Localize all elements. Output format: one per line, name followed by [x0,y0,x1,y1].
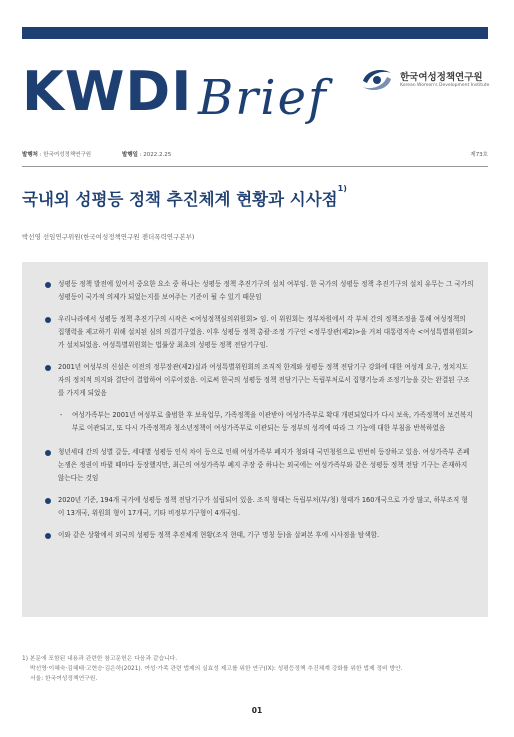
summary-item-text: 우리나라에서 성평등 정책 추진기구의 시작은 <여성정책심의위원회> 임. 이 위원회는 정부차원에서 각 부처 간의 정책조정을 통해 여성정책의 집행력을 제고하기 위해 설치된 심의 의결기구였음. 이후 성평등 정책 총괄·조정 기구인 <정무장관(제2)>을 거쳐 대통령직속 <여성특별위원회>가 설치되었음. 여성특별위원회는 법률상 최초의 성평등 정책 전담기구임. [58,315,474,349]
meta-divider [22,166,488,167]
bullet-icon [45,533,51,539]
summary-item [44,529,474,542]
publisher-value: : 한국여성정책연구원 [37,152,92,158]
summary-item [44,446,474,485]
footnote-line: 박선영·이혜숙·김혜태·고현승·김은하(2021). 여성·가족 관련 법제의 실효성 제고를 위한 연구(IX): 성평등정책 추진체계 강화를 위한 법제 정비 방안. [30,666,403,672]
summary-item [44,361,474,400]
kwdi-logo-text: KWDI [22,60,193,123]
bullet-icon [45,498,51,504]
date-label: 발행일 [122,152,138,158]
publisher-label: 발행처 [22,152,38,158]
org-name-english: Korean Women's Development Institute [400,83,490,88]
page-title [22,186,347,210]
bullet-icon [45,365,51,371]
summary-item [44,278,474,304]
publisher-info [22,150,91,158]
org-name-korean: 한국여성정책연구원 [400,72,483,83]
summary-item [44,313,474,352]
summary-subitem [44,409,474,435]
issue-number: 제73호 [470,152,488,158]
bullet-icon [45,450,51,456]
author-line: 박선영 선임연구위원(한국여성정책연구원 젠더폭력연구본부) [22,233,195,241]
bullet-icon [45,282,51,288]
summary-item [44,494,474,520]
title-text: 국내외 성평등 정책 추진체계 현황과 시사점 [22,190,338,209]
brief-logo-text: Brief [198,70,328,126]
summary-subitem-text: 여성가족부는 2001년 여성부로 출범한 후 보육업무, 가족정책을 이관받아 여성가족부로 확대 개편되었다가 다시 보육, 가족정책이 보건복지부로 이관되고, 또 다시 가족정책과 청소년정책이 여성가족부로 이관되는 등 정부의 성격에 따라 그 기능에 대한 부침을 반복하였음 [72,411,473,432]
summary-item-text: 성평등 정책 발전에 있어서 중요한 요소 중 하나는 성평등 정책 추진기구의 설치 여부임. 한 국가의 성평등 정책 추진기구의 설치 유무는 그 국가의 성평등이 국가적 의제가 되었는지를 보여주는 기준이 될 수 있기 때문임 [58,280,474,301]
summary-box [22,262,488,617]
publish-date-info [122,150,171,158]
date-value: : 2022.2.25 [137,152,172,158]
dash-marker: - [60,411,63,419]
summary-item-text: 청년세대 간의 성별 갈등, 세대별 성평등 인식 차이 등으로 인해 여성가족부 폐지가 청와대 국민청원으로 빈번히 등장하고 있음. 여성가족부 존폐 논쟁은 정권이 바뀔 때마다 등장했지만, 최근의 여성가족부 폐지 주장 중 하나는 외국에는 여성가족부와 같은 성평등 정책 전담 기구는 존재하지 않는다는 것임 [58,448,470,482]
bullet-icon [45,317,51,323]
publication-meta [22,150,488,162]
summary-item-text: 이와 같은 상황에서 외국의 성평등 정책 추진체계 현황(조직 현태, 기구 명칭 등)을 살펴본 후에 시사점을 탐색함. [58,531,380,539]
footnote-line: 1) 본문에 포함된 내용과 관련한 참고문헌은 다음과 같습니다. [22,656,178,662]
kwdi-emblem-icon [360,66,394,94]
title-footnote-ref[interactable]: 1) [337,184,347,193]
page-number: 01 [251,706,263,715]
footnote [22,654,488,684]
summary-item-text: 2001년 여성부의 신설은 이전의 정무장관(제2)실과 여성특별위원회의 조직적 한계와 성평등 정책 전담기구 강화에 대한 여성계 요구, 정치지도자의 정치적 의지와 결단이 결합하여 이루어졌음. 이로써 한국의 성평등 정책 전담기구는 독립부처로서 집행기능과 조정기능을 갖는 완결된 구조를 가지게 되었음 [58,363,470,397]
top-color-bar [22,27,488,39]
org-logo[interactable] [360,64,490,104]
summary-item-text: 2020년 기준, 194개 국가에 성평등 정책 전담기구가 설립되어 있음. 조직 형태는 독립부처(부/청) 형태가 160개국으로 가장 많고, 하부조직 형이 13개국, 위원회 형이 17개국, 기타 비정부기구형이 4개국임. [58,496,468,517]
footnote-line: 서울: 한국여성정책연구원. [30,676,98,682]
masthead [22,60,488,140]
